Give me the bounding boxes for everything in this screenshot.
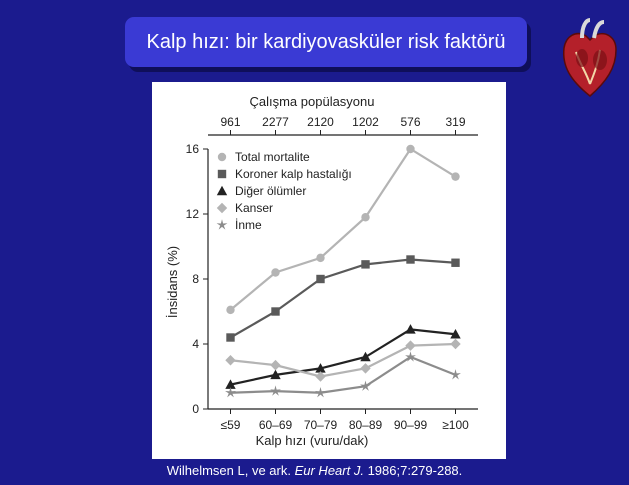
data-point-total-mortalite <box>361 213 369 221</box>
data-point-kanser <box>225 355 235 365</box>
data-point-total-mortalite <box>271 268 279 276</box>
data-point-total-mortalite <box>226 306 234 314</box>
incidence-line-chart <box>152 82 506 459</box>
x-tick-label: 60–69 <box>258 418 293 432</box>
data-point-total-mortalite <box>316 254 324 262</box>
citation-details: 1986;7:279-288. <box>367 463 463 478</box>
series-line-kanser <box>231 344 456 377</box>
legend-marker <box>218 170 226 178</box>
series-line-koroner-kalp-hastal <box>231 260 456 338</box>
x-tick-label: 90–99 <box>393 418 428 432</box>
y-axis-label: İnsidans (%) <box>165 245 180 319</box>
data-point-kanser <box>405 340 415 350</box>
citation-authors: Wilhelmsen L, ve ark. <box>166 463 291 478</box>
citation-journal: Eur Heart J. <box>294 463 364 478</box>
top-axis-tick-label: 2120 <box>307 115 334 129</box>
legend-label: Koroner kalp hastalığı <box>235 167 352 181</box>
data-point-koroner-kalp-hastal <box>361 260 369 268</box>
heart-icon <box>560 18 620 100</box>
legend-label: Total mortalite <box>235 150 310 164</box>
x-tick-label: ≤59 <box>220 418 241 432</box>
top-axis-tick-label: 2277 <box>262 115 289 129</box>
x-tick-label: ≥100 <box>442 418 469 432</box>
data-point-total-mortalite <box>451 172 459 180</box>
y-tick-label: 8 <box>192 272 199 286</box>
citation <box>0 463 629 478</box>
x-tick-label: 70–79 <box>303 418 338 432</box>
legend-marker <box>217 186 227 195</box>
legend-marker <box>217 203 227 213</box>
x-tick-label: 80–89 <box>348 418 383 432</box>
y-tick-label: 4 <box>192 337 199 351</box>
top-axis-tick-label: 961 <box>220 115 241 129</box>
top-axis-title: Çalışma popülasyonu <box>249 94 375 109</box>
data-point-kanser <box>360 363 370 373</box>
legend-label: İnme <box>235 218 262 232</box>
series-line-di-er-l-mler <box>231 329 456 384</box>
data-point-kanser <box>270 360 280 370</box>
data-point-koroner-kalp-hastal <box>226 333 234 341</box>
data-point-total-mortalite <box>406 145 414 153</box>
data-point-koroner-kalp-hastal <box>406 255 414 263</box>
data-point-di-er-l-mler <box>360 352 370 361</box>
chart-panel <box>152 82 506 459</box>
top-axis-tick-label: 1202 <box>352 115 379 129</box>
slide-title: Kalp hızı: bir kardiyovasküler risk faktörü <box>146 30 506 53</box>
x-axis-label: Kalp hızı (vuru/dak) <box>255 433 369 448</box>
legend-marker <box>218 153 226 161</box>
y-tick-label: 16 <box>185 142 199 156</box>
top-axis-tick-label: 576 <box>400 115 421 129</box>
legend-marker <box>217 219 228 229</box>
slide-title-box <box>125 17 527 67</box>
y-tick-label: 12 <box>185 207 199 221</box>
top-axis-tick-label: 319 <box>445 115 466 129</box>
data-point-kanser <box>315 371 325 381</box>
data-point-koroner-kalp-hastal <box>271 307 279 315</box>
data-point-koroner-kalp-hastal <box>451 259 459 267</box>
legend-label: Diğer ölümler <box>235 184 307 198</box>
legend-label: Kanser <box>235 201 274 215</box>
y-tick-label: 0 <box>192 402 199 416</box>
data-point-koroner-kalp-hastal <box>316 275 324 283</box>
data-point-kanser <box>450 339 460 349</box>
